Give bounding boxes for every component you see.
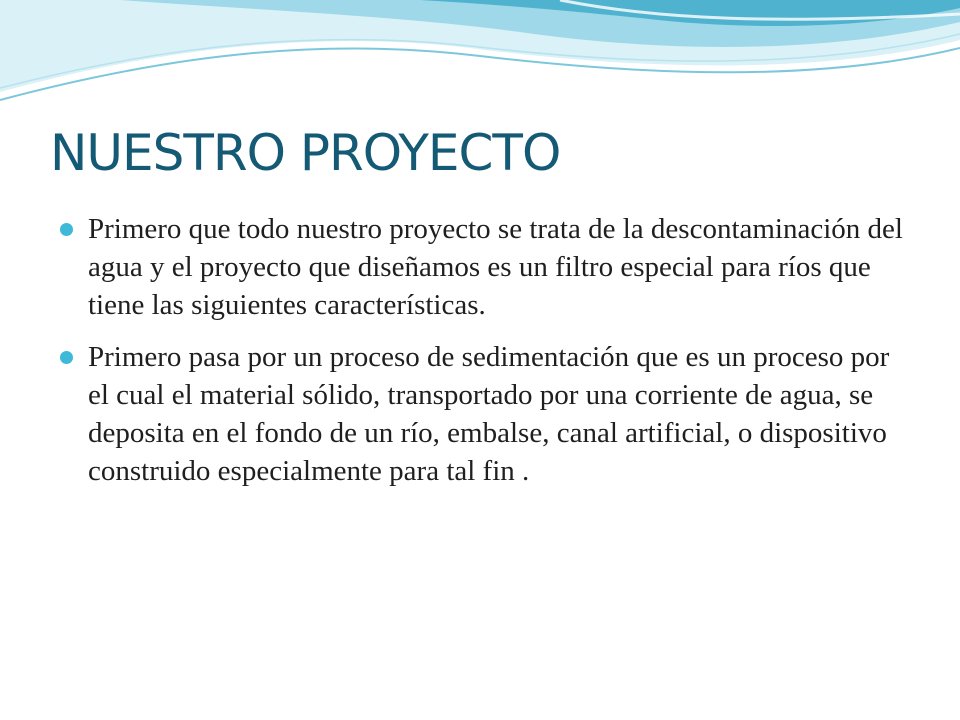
slide-title: NUESTRO PROYECTO xyxy=(50,124,561,182)
bullet-dot-icon xyxy=(60,223,73,236)
bullet-text: Primero pasa por un proceso de sedimentación que es un proceso por el cual el material sólido, transportado por una corriente de agua, se deposita en el fondo de un río, embalse, canal artificial, o dispositivo construido especialmente para tal fin . xyxy=(88,341,890,487)
bullet-list xyxy=(56,210,916,504)
wave-decoration xyxy=(0,0,960,130)
bullet-item xyxy=(56,338,916,490)
bullet-dot-icon xyxy=(60,351,73,364)
bullet-item xyxy=(56,210,916,324)
bullet-text: Primero que todo nuestro proyecto se trata de la descontaminación del agua y el proyecto que diseñamos es un filtro especial para ríos que tiene las siguientes características. xyxy=(88,213,903,321)
